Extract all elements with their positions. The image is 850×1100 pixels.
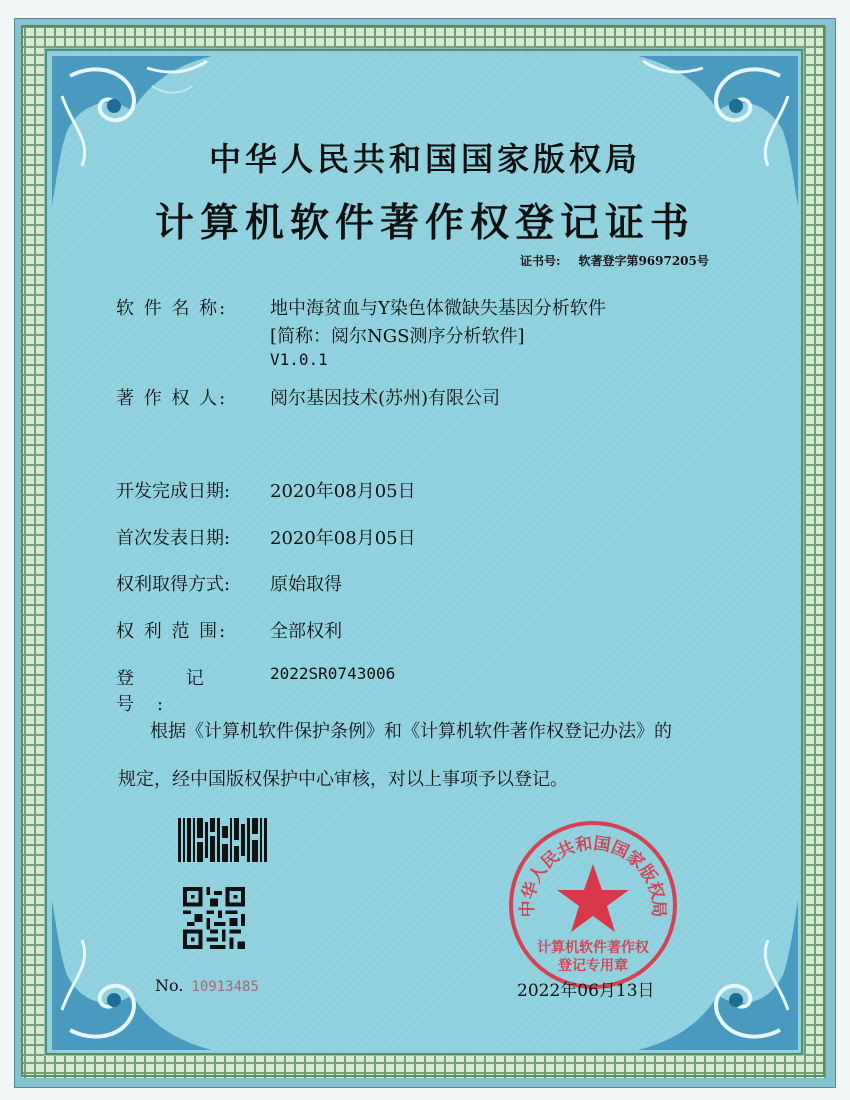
- field-value: 2020年08月05日: [270, 528, 416, 549]
- svg-text:中华人民共和国国家版权局: 中华人民共和国国家版权局: [517, 833, 669, 918]
- field-publication-date: [116, 524, 416, 550]
- corner-ornament-top-right: [638, 56, 798, 206]
- svg-text:计算机软件著作权: 计算机软件著作权: [537, 940, 649, 956]
- serial-value: 10913485: [191, 979, 259, 995]
- barcode: [178, 818, 270, 862]
- issue-date: 2022年06月13日: [517, 981, 655, 1001]
- field-value: 2020年08月05日: [270, 481, 416, 502]
- field-value: 原始取得: [270, 574, 342, 595]
- serial-label: No.: [155, 976, 184, 995]
- field-label: 软 件 名 称:: [116, 298, 228, 319]
- official-seal: [506, 818, 680, 992]
- certificate-title: 计算机软件著作权登记证书: [154, 200, 695, 246]
- field-value: 2022SR0743006: [270, 664, 396, 683]
- field-development-date: [116, 477, 416, 503]
- corner-ornament-top-left: [52, 56, 212, 206]
- certificate-number: [520, 252, 709, 269]
- statement-line-2: 规定，经中国版权保护中心审核，对以上事项予以登记。: [118, 769, 568, 790]
- statement-line-1: 根据《计算机软件保护条例》和《计算机软件著作权登记办法》的: [150, 721, 672, 742]
- field-registration-number: [116, 664, 396, 716]
- field-label: 首次发表日期:: [116, 528, 231, 549]
- field-label: 权利取得方式:: [116, 574, 231, 595]
- certificate-number-label: 证书号:: [520, 254, 561, 268]
- field-value: 全部权利: [270, 621, 342, 642]
- field-label: 登 记 号:: [116, 668, 227, 715]
- field-label: 权 利 范 围:: [116, 621, 228, 642]
- serial-number: [155, 976, 259, 995]
- field-label: 著 作 权 人:: [116, 388, 228, 409]
- field-software-name: [116, 294, 606, 369]
- qr-code: [182, 887, 246, 949]
- issuing-authority: 中华人民共和国国家版权局: [208, 140, 641, 178]
- field-rights-scope: [116, 617, 342, 643]
- field-copyright-owner: [116, 384, 501, 410]
- field-acquisition-method: [116, 570, 342, 596]
- field-value: 地中海贫血与Y染色体微缺失基因分析软件 [简称：阅尔NGS测序分析软件] V1.0.1: [270, 298, 606, 369]
- field-value: 阅尔基因技术(苏州)有限公司: [270, 388, 501, 409]
- certificate-number-value: 软著登字第9697205号: [578, 254, 709, 268]
- svg-text:登记专用章: 登记专用章: [558, 958, 628, 974]
- field-label: 开发完成日期:: [116, 481, 231, 502]
